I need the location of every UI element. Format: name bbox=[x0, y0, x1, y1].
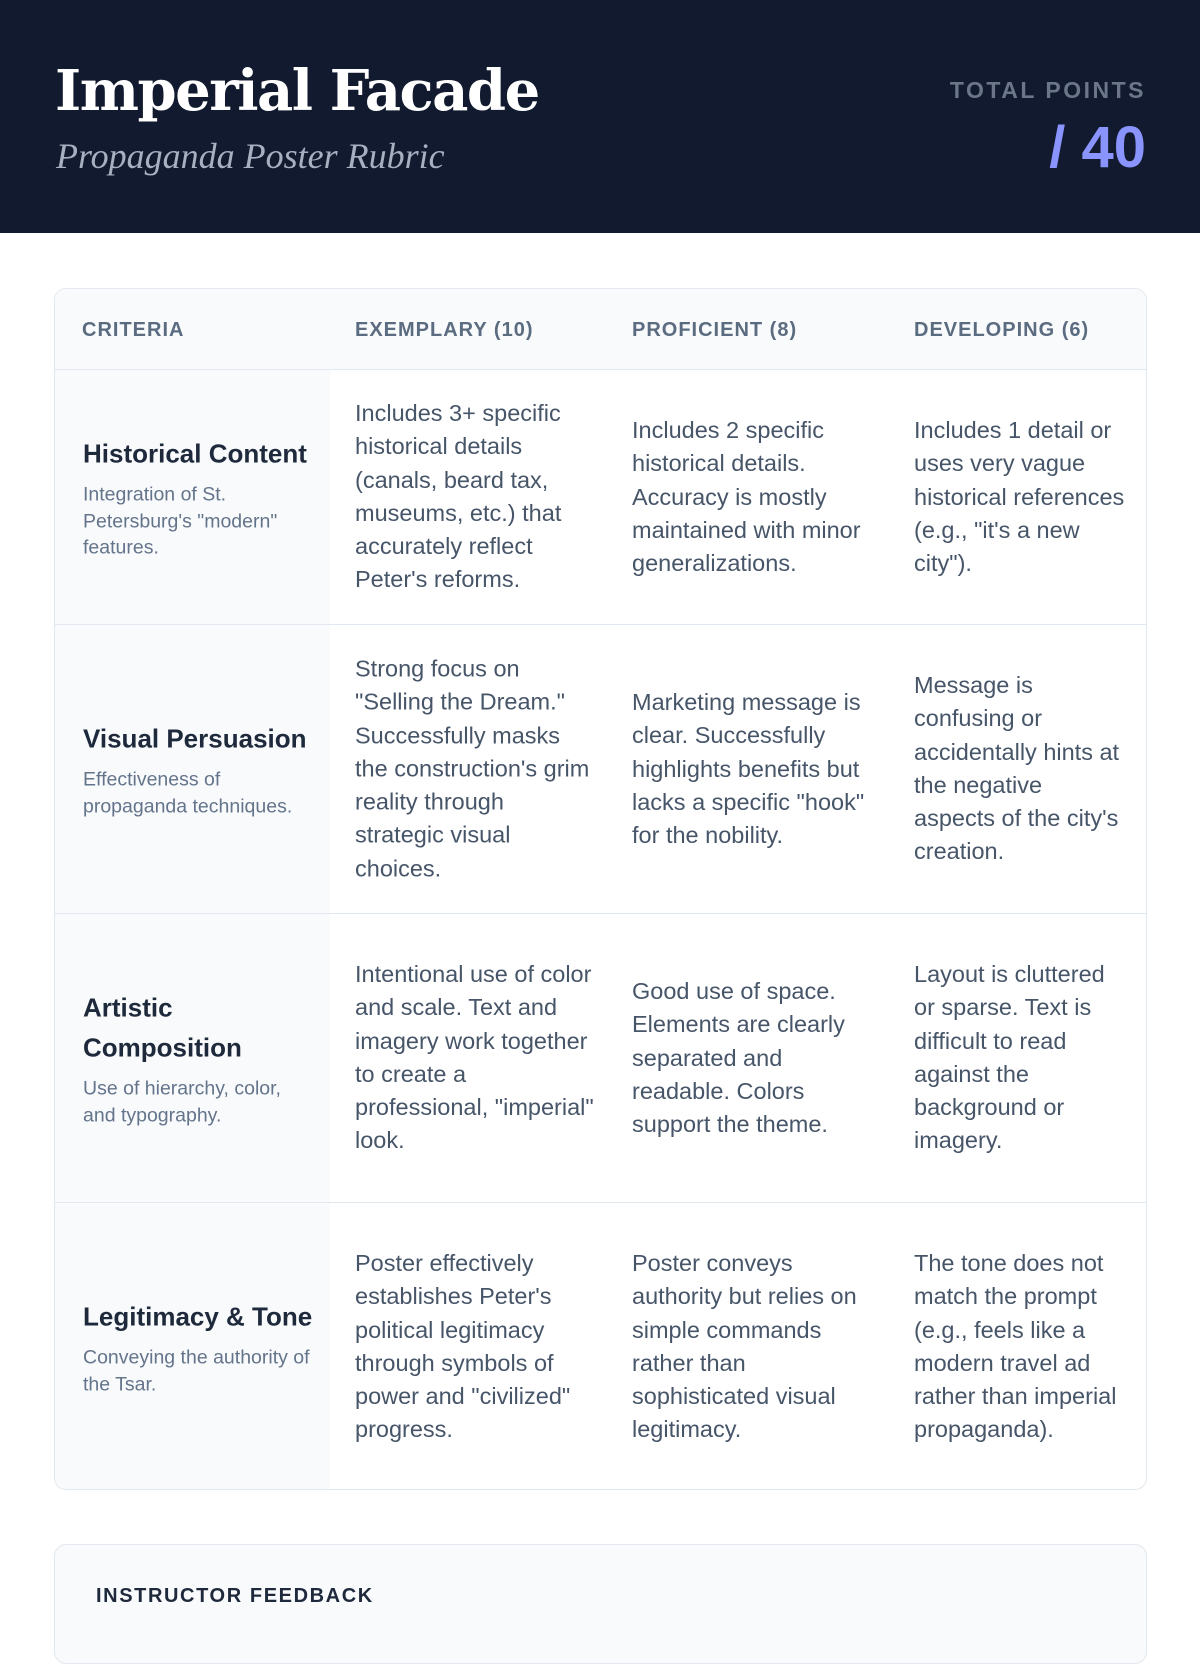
page-header bbox=[0, 0, 1200, 233]
exemplary-cell: Intentional use of color and scale. Text and imagery work together to create a professional, "imperial" look. bbox=[355, 961, 594, 1154]
exemplary-cell: Strong focus on "Selling the Dream." Successfully masks the construction's grim reality through strategic visual choices. bbox=[355, 655, 590, 882]
page-title: Imperial Facade bbox=[55, 58, 539, 124]
total-points-value: / 40 bbox=[1049, 115, 1146, 180]
table-row bbox=[55, 370, 1146, 625]
exemplary-cell: Includes 3+ specific historical details (canals, beard tax, museums, etc.) that accurately reflect Peter's reforms. bbox=[355, 400, 562, 593]
developing-cell: Message is confusing or accidentally hints at the negative aspects of the city's creation. bbox=[914, 672, 1120, 865]
column-header-developing: DEVELOPING (6) bbox=[914, 319, 1090, 341]
criteria-name: Visual Persuasion bbox=[83, 723, 307, 754]
proficient-cell: Good use of space. Elements are clearly separated and readable. Colors support the theme. bbox=[632, 977, 845, 1137]
criteria-cell bbox=[55, 370, 330, 624]
table-row bbox=[55, 625, 1146, 914]
column-header-exemplary: EXEMPLARY (10) bbox=[355, 319, 534, 341]
criteria-cell bbox=[55, 1203, 330, 1490]
rubric-table bbox=[54, 288, 1147, 1490]
total-points-label: TOTAL POINTS bbox=[949, 77, 1146, 103]
exemplary-cell: Poster effectively establishes Peter's political legitimacy through symbols of power and "civilized" progress. bbox=[355, 1250, 571, 1443]
criteria-name: Artistic Composition bbox=[83, 992, 242, 1063]
criteria-cell bbox=[55, 625, 330, 913]
developing-cell: Includes 1 detail or uses very vague historical references (e.g., "it's a new city"). bbox=[914, 416, 1125, 576]
instructor-feedback-title: INSTRUCTOR FEEDBACK bbox=[96, 1585, 374, 1607]
page-subtitle: Propaganda Poster Rubric bbox=[56, 136, 445, 176]
table-row bbox=[55, 914, 1146, 1203]
proficient-cell: Poster conveys authority but relies on simple commands rather than sophisticated visual legitimacy. bbox=[632, 1250, 857, 1443]
table-row bbox=[55, 1203, 1146, 1490]
criteria-name: Historical Content bbox=[83, 438, 307, 469]
criteria-cell bbox=[55, 914, 330, 1202]
developing-cell: The tone does not match the prompt (e.g., feels like a modern travel ad rather than imperial propaganda). bbox=[914, 1250, 1117, 1443]
criteria-description: Effectiveness of propaganda techniques. bbox=[83, 768, 293, 817]
criteria-description: Integration of St. Petersburg's "modern" features. bbox=[83, 483, 278, 559]
proficient-cell: Includes 2 specific historical details. Accuracy is mostly maintained with minor generalizations. bbox=[632, 416, 861, 576]
proficient-cell: Marketing message is clear. Successfully highlights benefits but lacks a specific "hook" for the nobility. bbox=[632, 688, 865, 848]
criteria-name: Legitimacy & Tone bbox=[83, 1301, 313, 1332]
column-header-proficient: PROFICIENT (8) bbox=[632, 319, 798, 341]
instructor-feedback-box bbox=[54, 1544, 1147, 1664]
column-header-criteria: CRITERIA bbox=[82, 319, 185, 341]
developing-cell: Layout is cluttered or sparse. Text is difficult to read against the background or imagery. bbox=[914, 961, 1105, 1154]
criteria-description: Conveying the authority of the Tsar. bbox=[83, 1346, 310, 1395]
table-header bbox=[55, 289, 1146, 370]
criteria-description: Use of hierarchy, color, and typography. bbox=[83, 1077, 281, 1126]
